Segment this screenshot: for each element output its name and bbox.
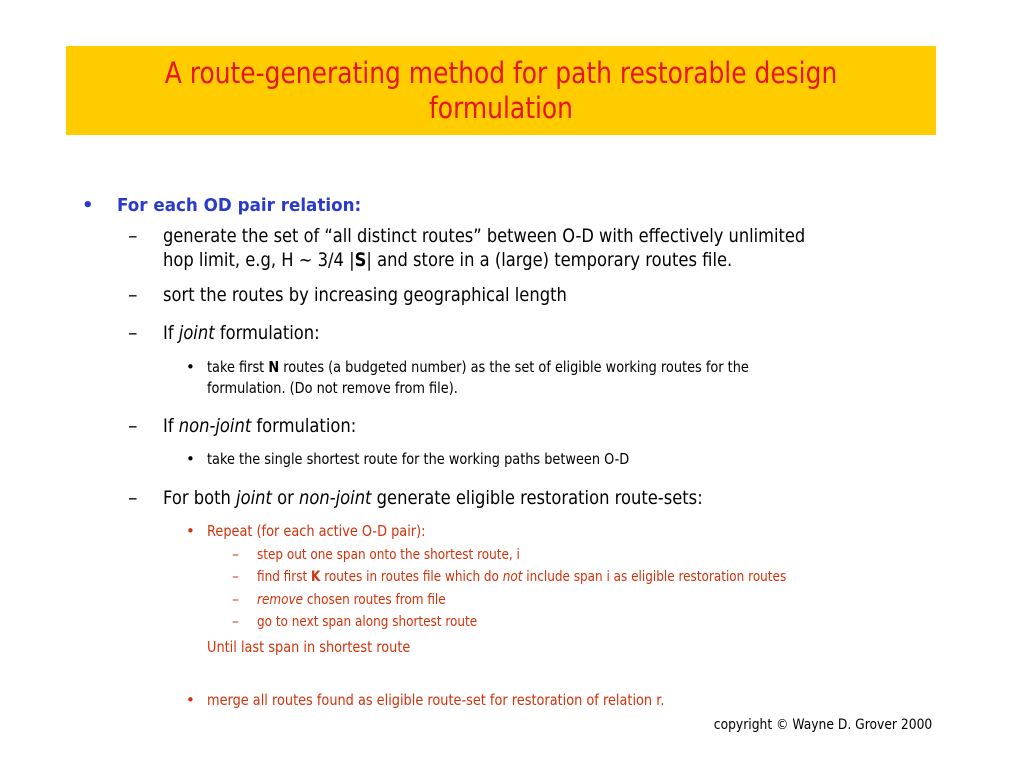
item-generate-line2	[163, 248, 825, 272]
dash-marker: –	[232, 547, 239, 563]
item-joint-sub-bold-n: N	[268, 358, 280, 376]
item-sort	[163, 283, 633, 307]
bullet-marker: •	[186, 691, 195, 709]
bullet-marker: •	[186, 522, 195, 540]
item-joint-sub-line2-text: formulation. (Do not remove from file).	[207, 379, 458, 397]
dash-marker: –	[128, 225, 138, 247]
merge-routes-text: merge all routes found as eligible route-set for restoration of relation r.	[207, 691, 665, 709]
item-non-joint-a: If	[163, 415, 179, 437]
item-both-em2: non-joint	[299, 487, 372, 509]
dash-marker: –	[128, 415, 138, 437]
main-heading	[117, 195, 380, 216]
step-find-k-em: not	[502, 569, 523, 585]
bullet-marker: •	[186, 358, 195, 376]
step-find-k-c: include span i as eligible restoration routes	[522, 569, 787, 585]
copyright-notice	[684, 717, 932, 733]
dash-marker: –	[128, 487, 138, 509]
bullet-marker: •	[82, 195, 94, 216]
item-joint-em: joint	[178, 322, 215, 344]
until-last-span	[207, 637, 443, 657]
step-find-k-a: find first	[257, 569, 312, 585]
item-non-joint-sub-text: take the single shortest route for the working paths between O-D	[207, 450, 630, 468]
item-joint-a: If	[163, 322, 179, 344]
item-joint-sub-b: routes (a budgeted number) as the set of eligible working routes for the	[279, 358, 749, 376]
item-joint	[163, 321, 345, 345]
step-find-k	[257, 568, 872, 586]
item-sort-text: sort the routes by increasing geographical length	[163, 284, 567, 306]
item-non-joint-b: formulation:	[251, 415, 357, 437]
step-out-span	[257, 546, 563, 564]
step-remove-em: remove	[257, 592, 303, 608]
main-heading-text: For each OD pair relation:	[117, 195, 362, 216]
step-next-span-text: go to next span along shortest route	[257, 614, 478, 630]
step-find-k-b: routes in routes file which do	[320, 569, 503, 585]
slide-title: A route-generating method for path restorable design formulation	[164, 55, 838, 125]
step-next-span	[257, 613, 513, 631]
item-both-a: For both	[163, 487, 237, 509]
until-last-span-text: Until last span in shortest route	[207, 638, 411, 656]
bullet-marker: •	[186, 450, 195, 468]
dash-marker: –	[232, 614, 239, 630]
step-find-k-bold: K	[311, 569, 321, 585]
item-joint-b: formulation:	[214, 322, 320, 344]
step-out-span-text: step out one span onto the shortest route, i	[257, 547, 520, 563]
item-generate-line1	[163, 224, 914, 248]
item-both-mid: or	[271, 487, 300, 509]
item-non-joint-sub	[207, 449, 698, 469]
item-generate-line2-b: | and store in a (large) temporary routes file.	[366, 249, 733, 271]
item-non-joint	[163, 414, 388, 438]
step-remove	[257, 591, 476, 609]
repeat-heading-text: Repeat (for each active O-D pair):	[207, 522, 426, 540]
item-generate-line2-a: hop limit, e.g, H ~ 3/4 |	[163, 249, 355, 271]
merge-routes	[207, 690, 739, 710]
item-both-b: generate eligible restoration route-sets:	[371, 487, 703, 509]
item-joint-sub-line2	[207, 378, 499, 398]
dash-marker: –	[128, 322, 138, 344]
item-non-joint-em: non-joint	[178, 415, 252, 437]
item-generate-bold-s: S	[354, 249, 367, 271]
dash-marker: –	[232, 592, 239, 608]
dash-marker: –	[128, 284, 138, 306]
item-joint-sub-a: take first	[207, 358, 269, 376]
item-generate-line1-text: generate the set of “all distinct routes” between O-D with effectively unlimited	[163, 225, 806, 247]
item-both-em1: joint	[236, 487, 272, 509]
item-joint-sub-line1	[207, 357, 837, 377]
step-remove-b: chosen routes from file	[302, 592, 446, 608]
repeat-heading	[207, 521, 461, 541]
item-both	[163, 486, 791, 510]
dash-marker: –	[232, 569, 239, 585]
copyright-text: copyright © Wayne D. Grover 2000	[713, 717, 932, 733]
